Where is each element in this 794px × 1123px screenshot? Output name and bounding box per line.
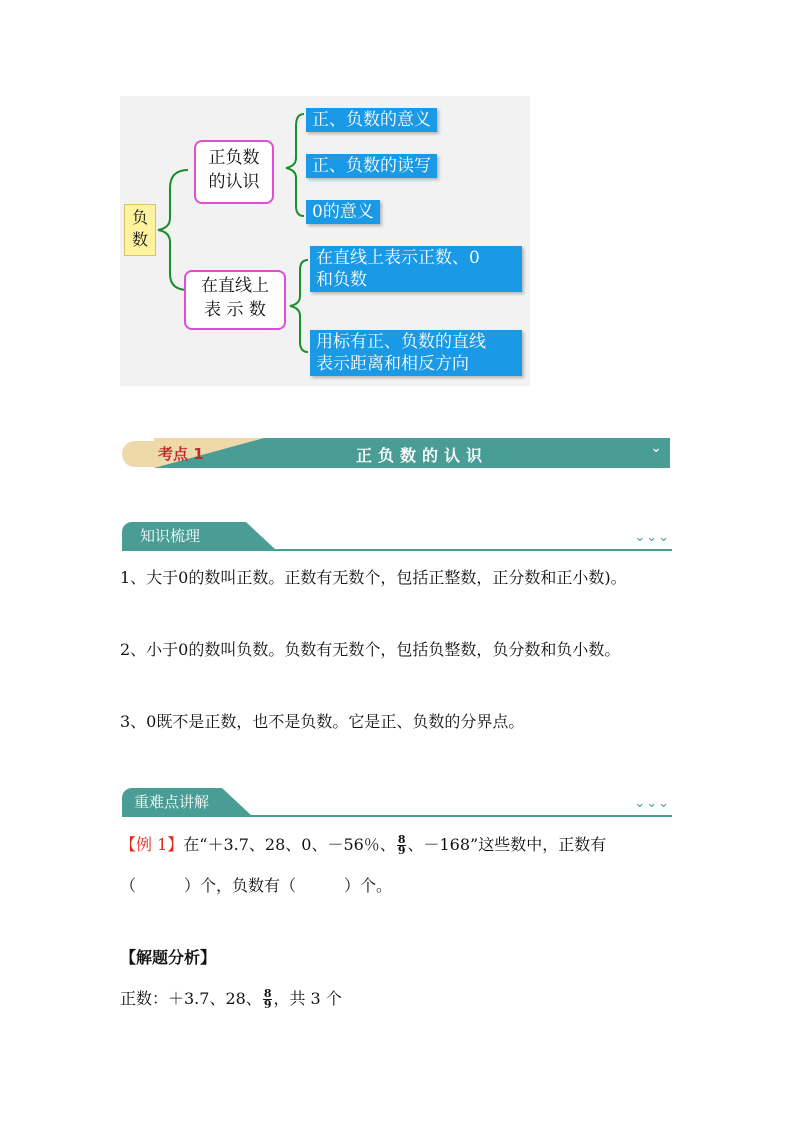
concept-map (120, 96, 530, 386)
branch-label-line2: 表 示 数 (204, 300, 266, 320)
banner-label: 考点 1 (158, 445, 204, 463)
branch-label-line1: 在直线上 (201, 276, 269, 296)
example-text-pre: 在“＋3.7、28、0、－56％、 (183, 835, 396, 854)
map-root (124, 204, 156, 256)
leaf-line2: 和负数 (316, 270, 367, 290)
chevrons-icon: ⌄⌄⌄ (634, 530, 670, 545)
example-text-post: 、－168”这些数中，正数有 (407, 835, 607, 854)
section-title: 知识梳理 (122, 522, 246, 550)
leaf-meaning: 正、负数的意义 (306, 108, 437, 132)
leaf-line2: 表示距离和相反方向 (316, 354, 469, 374)
section-header-key-points (120, 788, 672, 818)
example-blanks: （ ）个，负数有（ ）个。 (120, 876, 393, 895)
analysis-heading: 【解题分析】 (120, 948, 217, 967)
section-rule (122, 549, 672, 551)
fraction-numerator: 8 (263, 987, 272, 1000)
section-rule (122, 815, 672, 817)
chevron-down-icon[interactable]: ⌄ (650, 440, 662, 456)
example-question (120, 826, 676, 864)
fraction (397, 835, 407, 856)
fraction-denominator: 9 (397, 844, 406, 857)
branch-label-line1: 正负数 (208, 148, 260, 168)
section-title: 重难点讲解 (122, 788, 222, 816)
summary-item-2: 2、小于0的数叫负数。负数有无数个，包括负整数，负分数和负小数。 (120, 640, 621, 659)
topic-banner (120, 436, 672, 471)
analysis-text-post: ，共 3 个 (273, 989, 342, 1008)
branch-number-line (184, 270, 286, 330)
fraction (263, 989, 273, 1010)
branch-recognition (194, 140, 274, 204)
fraction-denominator: 9 (263, 998, 272, 1011)
chevrons-icon: ⌄⌄⌄ (634, 796, 670, 811)
leaf-represent-on-line (310, 246, 522, 292)
branch-label-line2: 的认识 (208, 172, 260, 192)
summary-item-1: 1、大于0的数叫正数。正数有无数个，包括正整数，正分数和正小数)。 (120, 568, 627, 587)
section-header-summary (120, 522, 672, 552)
summary-item-3: 3、0既不是正数，也不是负数。它是正、负数的分界点。 (120, 712, 525, 731)
map-root-label: 负数 (131, 208, 148, 249)
leaf-reading-writing: 正、负数的读写 (306, 154, 437, 178)
leaf-zero-meaning: 0的意义 (306, 200, 380, 224)
example-tag: 【例 1】 (120, 835, 184, 854)
fraction-numerator: 8 (397, 833, 406, 846)
leaf-line1: 用标有正、负数的直线 (316, 332, 486, 352)
section-tab-slope (246, 522, 276, 550)
analysis-line (120, 980, 676, 1018)
leaf-line1: 在直线上表示正数、0 (316, 248, 480, 268)
leaf-distance-direction (310, 330, 522, 376)
analysis-text-pre: 正数：＋3.7、28、 (120, 989, 262, 1008)
banner-title: 正负数的认识 (356, 446, 489, 465)
section-tab-slope (222, 788, 252, 816)
